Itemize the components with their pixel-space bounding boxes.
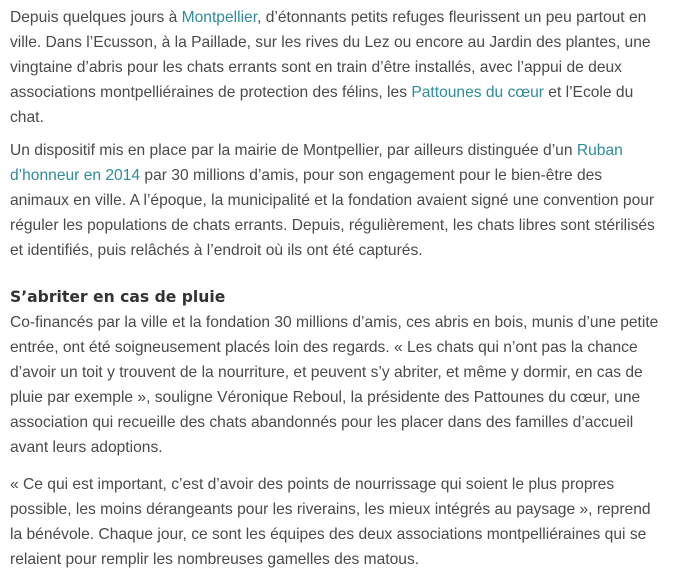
paragraph-intro — [10, 5, 663, 130]
section-heading: S’abriter en cas de pluie — [10, 288, 226, 306]
paragraph-intro-text-1: Depuis quelques jours à — [10, 9, 182, 26]
link-ruban-honneur[interactable]: Ruban d’honneur en 2014 — [10, 142, 623, 184]
paragraph-dispositif — [10, 138, 663, 263]
paragraph-dispositif-text-1: Un dispositif mis en place par la mairie de Montpellier, par ailleurs distinguée d’un — [10, 142, 577, 159]
paragraph-intro-text-2: , d’étonnants petits refuges fleurissent un peu partout en ville. Dans l’Ecusson, à la Paillade, sur les rives du Lez ou encore au Jardin des plantes, une vingtaine d’abris pour les chats errants sont en train d’être installés, avec l’appui de deux associations montpelliéraines de protection des félins, les — [10, 9, 651, 101]
link-pattounes-du-coeur[interactable]: Pattounes du cœur — [411, 84, 544, 101]
paragraph-dispositif-text-2: par 30 millions d’amis, pour son engagement pour le bien-être des animaux en ville. A l’époque, la municipalité et la fondation avaient signé une convention pour réguler les populations de chats errants. Depuis, régulièrement, les chats libres sont stérilisés et identifiés, puis relâchés à l’endroit où ils ont été capturés. — [10, 167, 655, 259]
paragraph-abris: Co-financés par la ville et la fondation 30 millions d’amis, ces abris en bois, munis d’une petite entrée, ont été soigneusement placés loin des regards. « Les chats qui n’ont pas la chance d’avoir un toit y trouvent de la nourriture, et peuvent s’y abriter, et même y dormir, en cas de pluie par exemple », souligne Véronique Reboul, la présidente des Pattounes du cœur, une association qui recueille des chats abandonnés pour les placer dans des familles d’accueil avant leurs adoptions. — [10, 314, 659, 456]
link-montpellier[interactable]: Montpellier — [181, 9, 258, 26]
paragraph-quote: « Ce qui est important, c’est d’avoir des points de nourrissage qui soient le plus propres possible, les moins dérangeants pour les riverains, les mieux intégrés au paysage », reprend la bénévole. Chaque jour, ce sont les équipes des deux associations montpelliéraines qui se relaient pour remplir les nombreuses gamelles des matous. — [10, 476, 651, 568]
paragraph-intro-text-3: et l’Ecole du chat. — [10, 84, 634, 126]
